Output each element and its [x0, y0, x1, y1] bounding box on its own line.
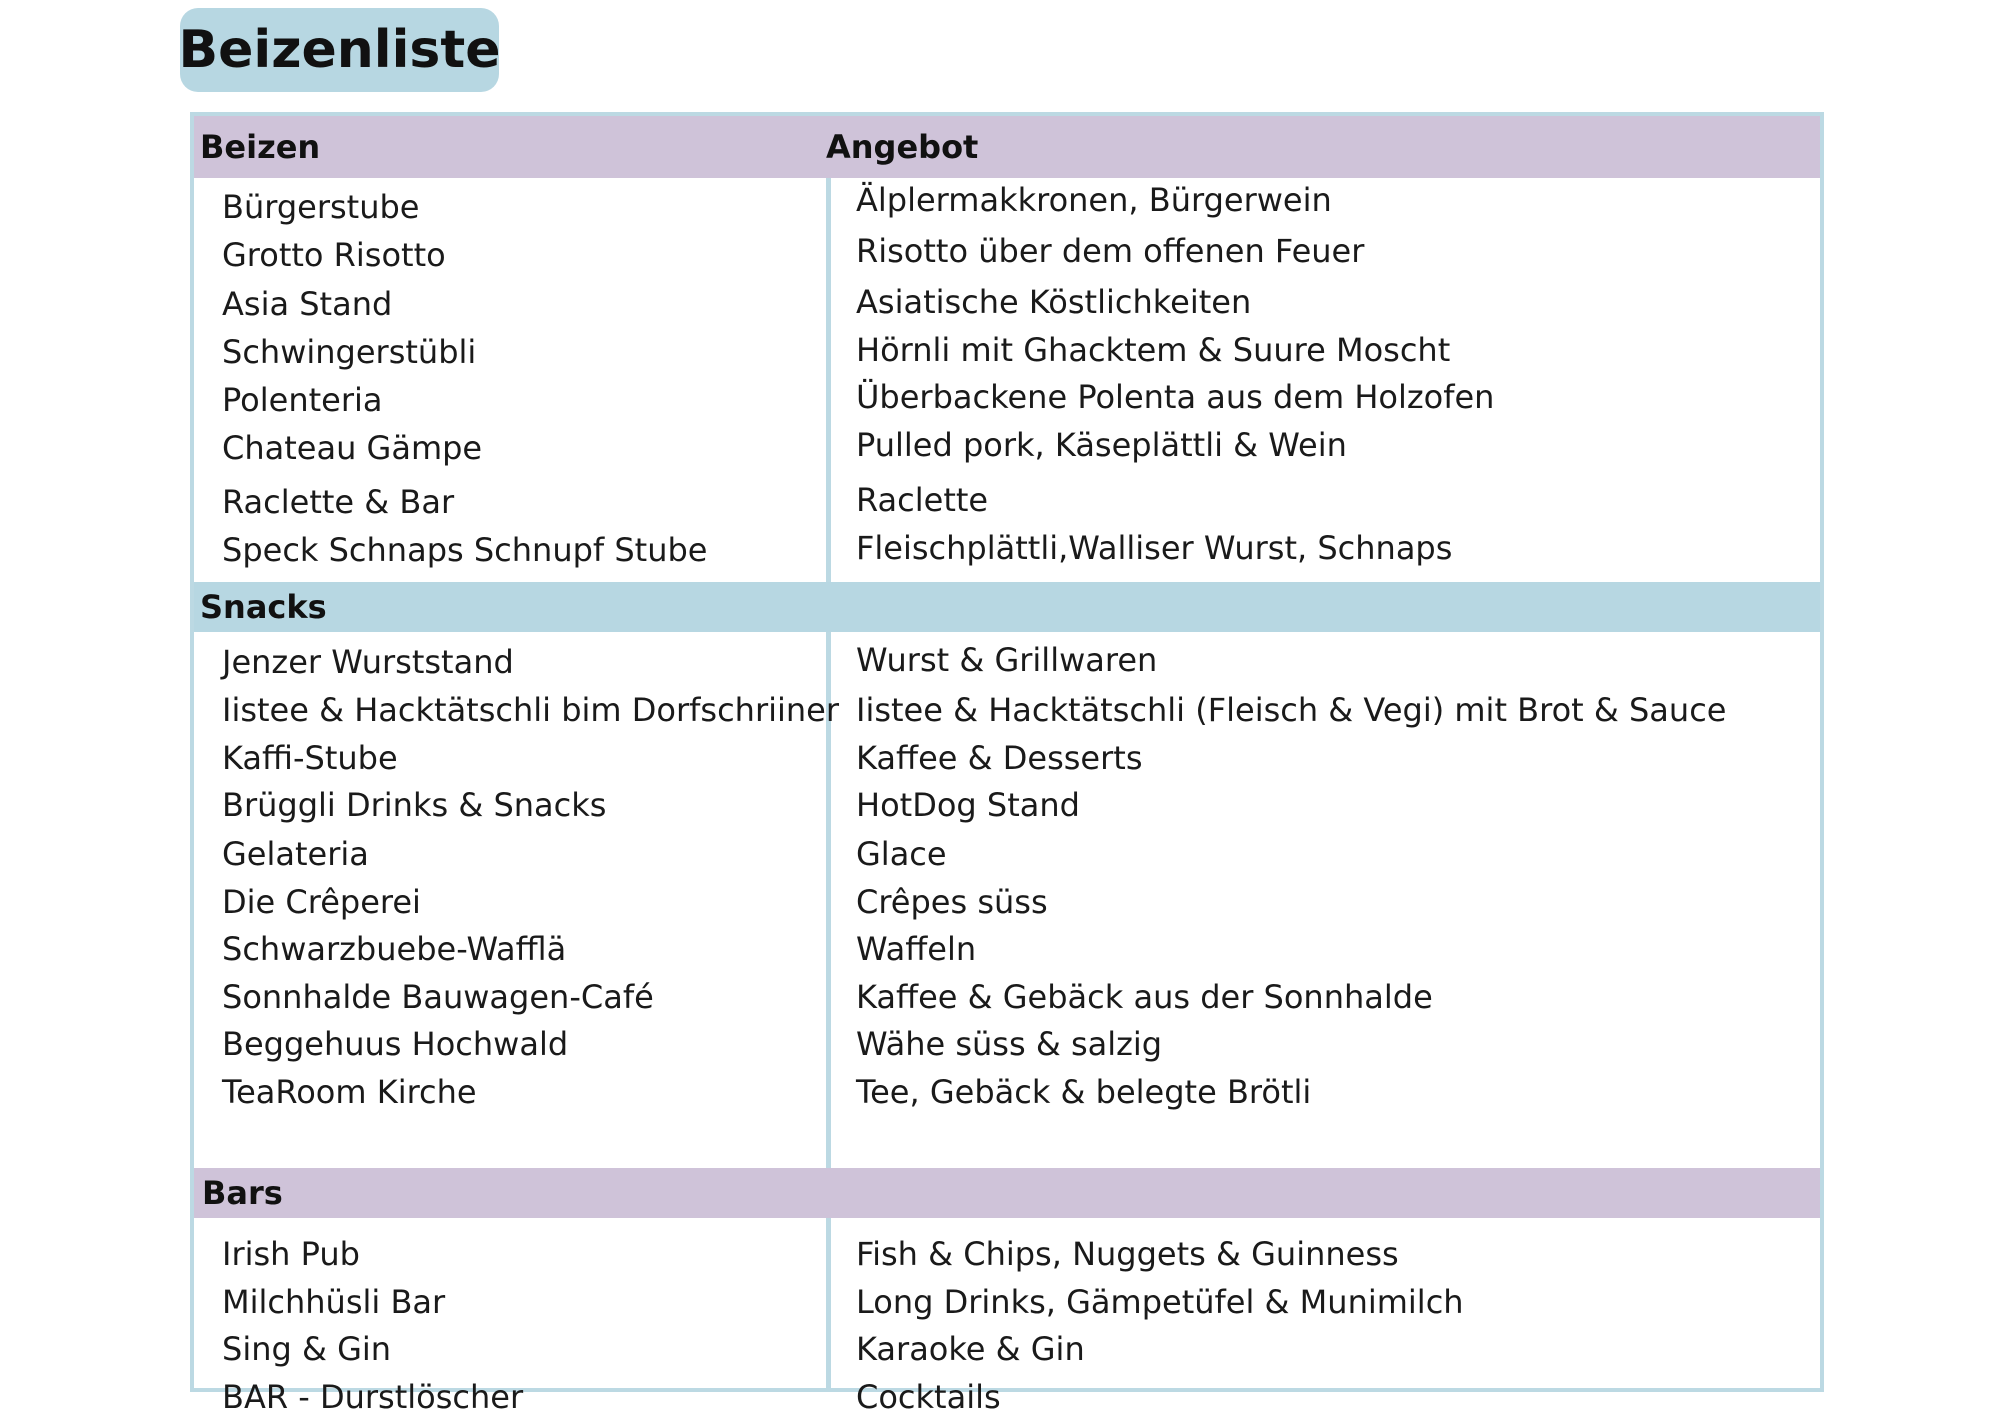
row-offer: Crêpes süss	[856, 883, 1048, 921]
row-offer: Tee, Gebäck & belegte Brötli	[856, 1073, 1312, 1111]
section-title: Bars	[202, 1174, 283, 1212]
row-name: Chateau Gämpe	[222, 429, 483, 467]
row-offer: Asiatische Köstlichkeiten	[856, 283, 1252, 321]
row-offer: Hörnli mit Ghacktem & Suure Moscht	[856, 331, 1451, 369]
row-offer: Raclette	[856, 481, 989, 519]
section-title: Snacks	[200, 588, 327, 626]
column-divider	[826, 178, 831, 582]
row-offer: Pulled pork, Käseplättli & Wein	[856, 426, 1347, 464]
row-offer: HotDog Stand	[856, 786, 1080, 824]
row-offer: Kaffee & Gebäck aus der Sonnhalde	[856, 978, 1433, 1016]
header-angebot: Angebot	[826, 128, 979, 166]
row-offer: Glace	[856, 835, 947, 873]
header-beizen: Beizen	[200, 128, 321, 166]
row-name: BAR - Durstlöscher	[222, 1378, 524, 1416]
row-name: Irish Pub	[222, 1235, 360, 1273]
row-name: Bürgerstube	[222, 188, 420, 226]
section-header-bars	[194, 1168, 1820, 1218]
table-header	[194, 116, 1820, 178]
row-offer: Cocktails	[856, 1378, 1001, 1416]
row-name: Schwingerstübli	[222, 333, 477, 371]
row-offer: Long Drinks, Gämpetüfel & Munimilch	[856, 1283, 1464, 1321]
page-title: Beizenliste	[180, 8, 499, 92]
row-offer: Risotto über dem offenen Feuer	[856, 232, 1365, 270]
beizen-table	[190, 112, 1824, 1416]
row-offer: Iistee & Hacktätschli (Fleisch & Vegi) mit Brot & Sauce	[856, 691, 1727, 729]
row-offer: Überbackene Polenta aus dem Holzofen	[856, 378, 1495, 416]
row-name: Grotto Risotto	[222, 236, 446, 274]
row-offer: Fish & Chips, Nuggets & Guinness	[856, 1235, 1399, 1273]
row-name: Speck Schnaps Schnupf Stube	[222, 531, 708, 569]
row-name: Sonnhalde Bauwagen-Café	[222, 978, 654, 1016]
row-offer: Waffeln	[856, 930, 977, 968]
row-offer: Karaoke & Gin	[856, 1330, 1085, 1368]
row-offer: Kaffee & Desserts	[856, 739, 1143, 777]
row-offer: Älplermakkronen, Bürgerwein	[856, 181, 1332, 219]
row-name: Beggehuus Hochwald	[222, 1025, 569, 1063]
row-name: Die Crêperei	[222, 883, 421, 921]
row-name: Asia Stand	[222, 285, 393, 323]
row-name: Kaffi-Stube	[222, 739, 398, 777]
row-name: Iistee & Hacktätschli bim Dorfschriiner	[222, 691, 840, 729]
section-header-snacks	[194, 582, 1820, 632]
column-divider	[826, 1218, 831, 1392]
row-name: Gelateria	[222, 835, 369, 873]
row-name: TeaRoom Kirche	[222, 1073, 477, 1111]
row-name: Schwarzbuebe-Wafflä	[222, 930, 567, 968]
row-offer: Wurst & Grillwaren	[856, 641, 1158, 679]
row-name: Sing & Gin	[222, 1330, 392, 1368]
row-name: Jenzer Wurststand	[222, 643, 514, 681]
row-offer: Fleischplättli,Walliser Wurst, Schnaps	[856, 529, 1453, 567]
row-name: Polenteria	[222, 381, 383, 419]
row-name: Brüggli Drinks & Snacks	[222, 786, 607, 824]
row-name: Raclette & Bar	[222, 483, 455, 521]
row-offer: Wähe süss & salzig	[856, 1025, 1163, 1063]
row-name: Milchhüsli Bar	[222, 1283, 446, 1321]
